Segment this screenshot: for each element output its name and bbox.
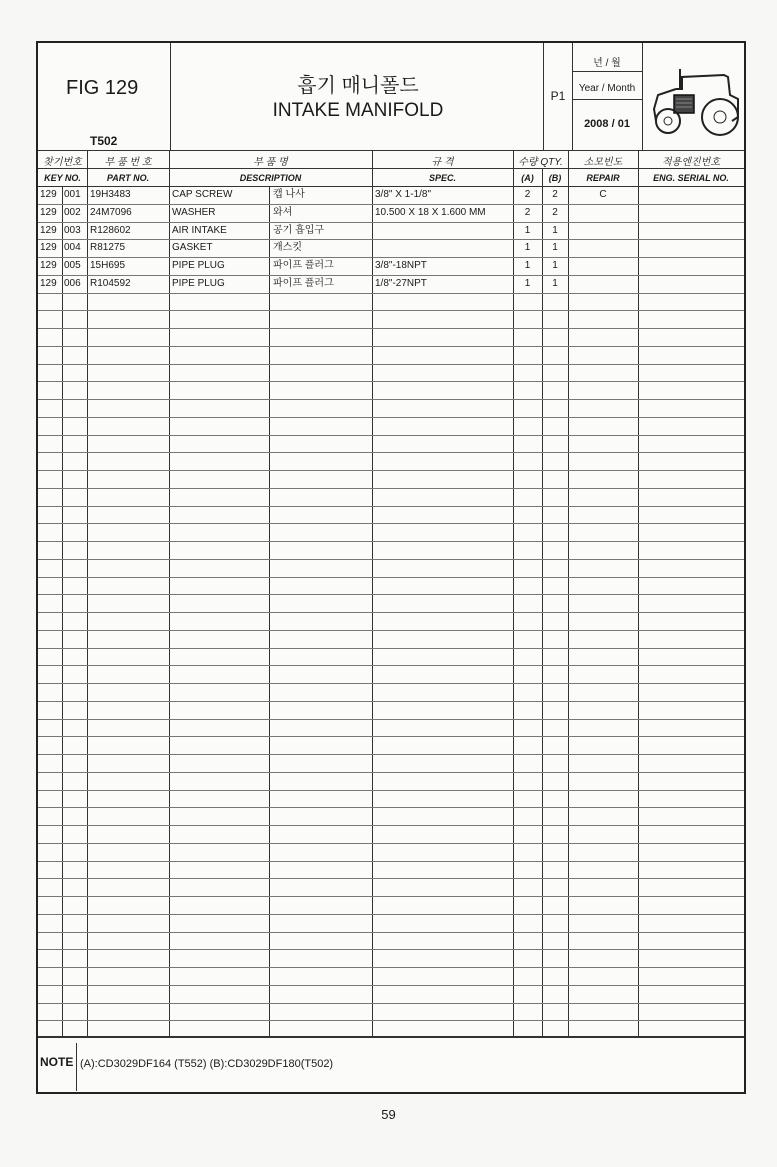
ruled-line <box>38 1020 744 1021</box>
cell-key: 005 <box>64 260 81 271</box>
page-title-korean: 흡기 매니폴드 <box>297 75 419 97</box>
cell-key: 002 <box>64 206 81 218</box>
cell-qty-a: 1 <box>524 242 531 254</box>
ruled-line <box>38 985 744 986</box>
year-month-label-korean: 년 / 월 <box>593 58 621 69</box>
column-header-description: DESCRIPTION <box>239 173 302 183</box>
year-month-value: 2008 / 01 <box>584 118 630 130</box>
cell-spec: 3/8" X 1-1/8" <box>375 189 432 200</box>
cell-fig: 129 <box>40 242 57 254</box>
cell-qty-a: 2 <box>524 206 531 218</box>
cell-desc-en: CAP SCREW <box>172 189 233 200</box>
ruled-line <box>38 630 744 631</box>
column-header-spec-korean: 규 격 <box>431 157 454 168</box>
ruled-line <box>38 648 744 649</box>
column-header-part-no: PART NO. <box>106 173 150 183</box>
header-vdivider <box>642 43 643 150</box>
ruled-line <box>38 914 744 915</box>
ruled-line <box>38 843 744 844</box>
header-hdivider <box>572 71 642 72</box>
ruled-line <box>38 1003 744 1004</box>
ruled-line <box>38 861 744 862</box>
ruled-line <box>38 310 744 311</box>
figure-number: FIG 129 <box>66 77 139 99</box>
ruled-line <box>38 772 744 773</box>
column-header-qty-b: (B) <box>548 173 562 183</box>
page-number: 59 <box>381 1107 396 1122</box>
cell-desc-ko: 캡 나사 <box>273 189 305 200</box>
cell-part: 15H695 <box>90 260 126 271</box>
cell-qty-b: 1 <box>552 277 558 289</box>
column-header-spec: SPEC. <box>428 173 456 183</box>
column-header-key-no-korean: 찾기번호 <box>43 157 82 168</box>
header-vdivider <box>170 43 171 150</box>
ruled-line <box>38 381 744 382</box>
ruled-line <box>38 719 744 720</box>
column-header-divider <box>38 168 744 169</box>
column-header-qty: 수량 QTY. <box>518 157 563 168</box>
ruled-line <box>38 328 744 329</box>
ruled-line <box>38 665 744 666</box>
ruled-line <box>38 807 744 808</box>
table-divider <box>87 150 88 1036</box>
ruled-line <box>38 790 744 791</box>
ruled-line <box>38 257 744 258</box>
year-month-label: Year / Month <box>578 83 636 94</box>
ruled-line <box>38 878 744 879</box>
column-header-divider <box>38 186 744 187</box>
header-hdivider <box>572 99 642 100</box>
ruled-line <box>38 825 744 826</box>
table-divider <box>372 150 373 1036</box>
ruled-line <box>38 594 744 595</box>
column-header-qty-a: (A) <box>521 173 534 183</box>
cell-qty-b: 1 <box>552 224 558 236</box>
ruled-line <box>38 754 744 755</box>
cell-desc-en: PIPE PLUG <box>172 277 225 289</box>
table-divider <box>638 150 639 1036</box>
note-divider <box>76 1043 77 1091</box>
ruled-line <box>38 222 744 223</box>
ruled-line <box>38 399 744 400</box>
page-title: INTAKE MANIFOLD <box>272 100 444 121</box>
cell-key: 004 <box>64 242 81 254</box>
ruled-line <box>38 701 744 702</box>
table-divider <box>62 186 63 1036</box>
cell-fig: 129 <box>40 260 57 271</box>
ruled-line <box>38 470 744 471</box>
column-header-key-no: KEY NO. <box>44 173 81 183</box>
column-header-serial: ENG. SERIAL NO. <box>653 173 729 183</box>
ruled-line <box>38 541 744 542</box>
cell-desc-ko: 파이프 플러그 <box>273 277 334 289</box>
ruled-line <box>38 488 744 489</box>
cell-part: R128602 <box>90 224 131 236</box>
page-code: P1 <box>550 89 566 103</box>
ruled-line <box>38 506 744 507</box>
tractor-icon <box>646 65 742 137</box>
ruled-line <box>38 932 744 933</box>
cell-qty-b: 1 <box>552 242 558 254</box>
cell-qty-b: 1 <box>552 260 558 271</box>
column-header-part-no-korean: 부 품 번 호 <box>104 157 152 168</box>
cell-desc-ko: 와셔 <box>273 206 293 218</box>
note-label: NOTE <box>40 1055 74 1069</box>
ruled-line <box>38 967 744 968</box>
ruled-line <box>38 683 744 684</box>
cell-repair: C <box>599 189 607 200</box>
cell-desc-en: PIPE PLUG <box>172 260 225 271</box>
cell-qty-a: 2 <box>524 189 531 200</box>
ruled-line <box>38 364 744 365</box>
cell-desc-ko: 파이프 플러그 <box>273 260 334 271</box>
note-text: (A):CD3029DF164 (T552) (B):CD3029DF180(T502) <box>80 1058 334 1070</box>
table-divider <box>542 168 543 1036</box>
cell-desc-en: AIR INTAKE <box>172 224 227 236</box>
cell-key: 003 <box>64 224 81 236</box>
cell-desc-ko: 개스킷 <box>273 242 302 254</box>
cell-fig: 129 <box>40 277 57 289</box>
cell-qty-a: 1 <box>524 224 531 236</box>
cell-part: 24M7096 <box>90 206 132 218</box>
ruled-line <box>38 949 744 950</box>
table-bottom-border <box>38 1036 744 1038</box>
ruled-line <box>38 346 744 347</box>
column-header-repair: REPAIR <box>586 173 620 183</box>
cell-spec: 3/8"-18NPT <box>375 260 427 271</box>
cell-part: 19H3483 <box>90 189 131 200</box>
ruled-line <box>38 612 744 613</box>
cell-part: R81275 <box>90 242 126 254</box>
column-header-serial-korean: 적용엔진번호 <box>662 157 720 168</box>
ruled-line <box>38 523 744 524</box>
cell-key: 001 <box>64 189 81 200</box>
ruled-line <box>38 452 744 453</box>
cell-desc-ko: 공기 흡입구 <box>273 224 325 236</box>
ruled-line <box>38 417 744 418</box>
cell-desc-en: WASHER <box>172 206 216 218</box>
table-divider <box>169 150 170 1036</box>
table-divider <box>269 186 270 1036</box>
cell-fig: 129 <box>40 206 57 218</box>
ruled-line <box>38 435 744 436</box>
ruled-line <box>38 239 744 240</box>
ruled-line <box>38 293 744 294</box>
cell-spec: 10.500 X 18 X 1.600 MM <box>375 206 486 218</box>
parts-catalog-sheet <box>36 41 746 1094</box>
cell-fig: 129 <box>40 189 57 200</box>
cell-fig: 129 <box>40 224 57 236</box>
cell-spec: 1/8"-27NPT <box>375 277 427 289</box>
cell-qty-b: 2 <box>552 189 558 200</box>
column-header-description-korean: 부 품 명 <box>253 157 288 168</box>
cell-qty-a: 1 <box>524 260 531 271</box>
table-divider <box>568 150 569 1036</box>
cell-qty-b: 2 <box>552 206 558 218</box>
model-code: T502 <box>90 134 118 148</box>
ruled-line <box>38 896 744 897</box>
column-header-repair-korean: 소모빈도 <box>583 157 623 168</box>
ruled-line <box>38 559 744 560</box>
ruled-line <box>38 577 744 578</box>
cell-key: 006 <box>64 277 81 289</box>
ruled-line <box>38 736 744 737</box>
cell-part: R104592 <box>90 277 131 289</box>
cell-qty-a: 1 <box>524 277 531 289</box>
cell-desc-en: GASKET <box>172 242 213 254</box>
